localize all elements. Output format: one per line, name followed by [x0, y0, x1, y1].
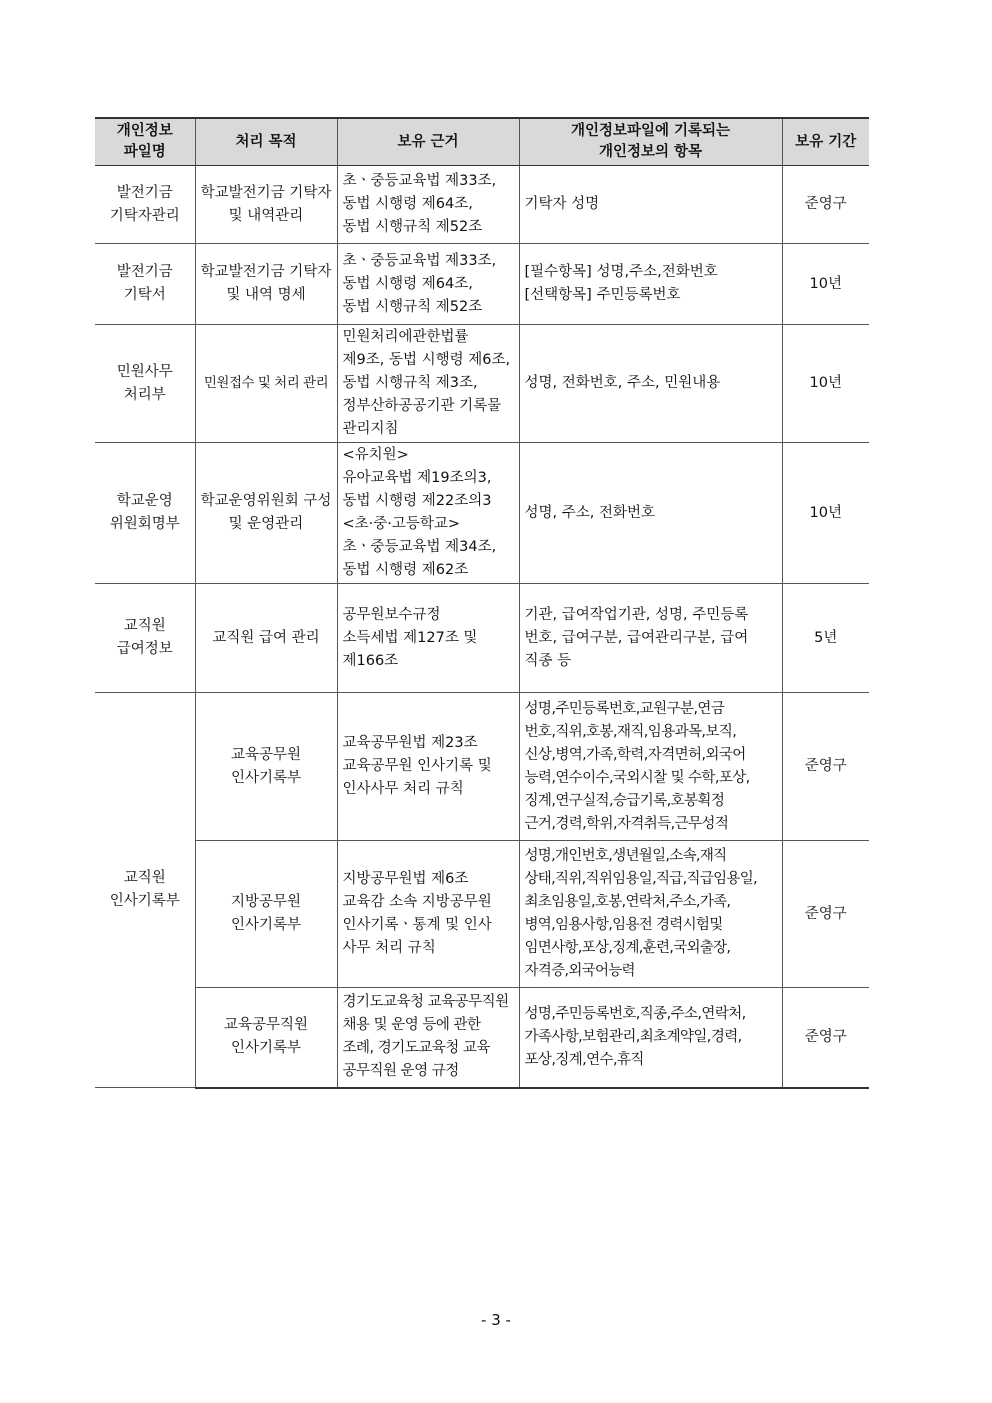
period-cell: 10년	[782, 443, 869, 584]
cell-line: 직종 등	[524, 652, 572, 669]
cell-line: 능력,연수이수,국외시찰 및 수학,포상,	[524, 769, 750, 786]
cell-line: 지방공무원법 제6조	[342, 871, 469, 887]
items-cell	[519, 584, 782, 693]
cell-line: 번호,직위,호봉,재직,임용과목,보직,	[524, 723, 737, 740]
table-row	[95, 244, 869, 325]
cell-line: 처리부	[123, 386, 166, 403]
cell-line: 최초임용일,호봉,연락처,주소,가족,	[524, 894, 731, 910]
cell-line: 제9조, 동법 시행령 제6조,	[342, 352, 511, 368]
period-cell: 준영구	[782, 166, 869, 244]
purpose-cell	[195, 244, 337, 325]
header-line: 보유 근거	[397, 133, 459, 150]
cell-line: <유치원>	[342, 447, 409, 463]
cell-line: 자격증,외국어능력	[524, 963, 635, 979]
cell-line: 및 내역 명세	[226, 287, 306, 303]
basis-cell	[337, 325, 519, 443]
header-line: 개인정보파일에 기록되는	[570, 123, 731, 139]
cell-line: 관리지침	[342, 421, 399, 437]
cell-line: 민원접수 및 처리 관리	[203, 375, 329, 391]
cell-line: 인사기록ㆍ통계 및 인사	[342, 917, 492, 933]
cell-line: 초ㆍ중등교육법 제33조,	[342, 173, 497, 189]
table-header	[95, 118, 869, 166]
period-cell: 10년	[782, 244, 869, 325]
cell-line: 번호, 급여구분, 급여관리구분, 급여	[524, 629, 749, 646]
cell-line: 정부산하공공기관 기록물	[342, 398, 502, 414]
basis-cell	[337, 841, 519, 988]
cell-line: 채용 및 운영 등에 관한	[342, 1017, 481, 1034]
cell-line: 인사기록부	[230, 1040, 302, 1057]
cell-line: 동법 시행규칙 제52조	[342, 219, 483, 235]
header-purpose	[195, 118, 337, 166]
cell-line: 유아교육법 제19조의3,	[342, 470, 492, 486]
header-line: 파일명	[123, 144, 166, 160]
basis-cell	[337, 584, 519, 693]
purpose-cell	[195, 841, 337, 988]
cell-line: 발전기금	[116, 184, 173, 201]
cell-line: 조례, 경기도교육청 교육	[342, 1040, 490, 1057]
cell-line: 동법 시행령 제64조,	[342, 275, 473, 292]
cell-line: 신상,병역,가족,학력,자격면허,외국어	[524, 746, 746, 763]
basis-cell	[337, 988, 519, 1088]
table-row	[95, 584, 869, 693]
cell-line: 학교발전기금 기탁자	[200, 184, 332, 201]
file-name-cell	[95, 443, 195, 584]
cell-line: 교육공무원 인사기록 및	[342, 758, 492, 774]
basis-cell	[337, 443, 519, 584]
items-cell	[519, 325, 782, 443]
items-cell	[519, 166, 782, 244]
cell-line: 성명, 주소, 전화번호	[524, 504, 655, 521]
cell-line: [선택항목] 주민등록번호	[524, 287, 681, 303]
cell-line: 발전기금	[116, 264, 173, 280]
cell-line: 민원처리에관한법률	[342, 329, 469, 345]
table-body	[95, 166, 869, 1088]
cell-line: 공무원보수규정	[342, 606, 441, 623]
cell-line: 교직원	[123, 870, 166, 886]
header-line: 개인정보	[116, 123, 173, 139]
cell-line: 교육감 소속 지방공무원	[342, 894, 492, 910]
cell-line: 초ㆍ중등교육법 제33조,	[342, 252, 497, 269]
cell-line: 성명,개인번호,생년월일,소속,재직	[524, 848, 727, 864]
period-cell: 10년	[782, 325, 869, 443]
header-file-name	[95, 118, 195, 166]
cell-line: 교직원 급여 관리	[212, 629, 320, 646]
cell-line: 가족사항,보험관리,최초계약일,경력,	[524, 1028, 742, 1045]
header-row	[95, 118, 869, 166]
table-row	[95, 166, 869, 244]
file-name-cell	[95, 244, 195, 325]
cell-line: 초ㆍ중등교육법 제34조,	[342, 539, 497, 555]
cell-line: <초·중·고등학교>	[342, 516, 461, 532]
header-line: 처리 목적	[235, 133, 297, 150]
cell-line: 교육공무원	[230, 746, 302, 763]
file-name-cell	[95, 166, 195, 244]
cell-line: 및 운영관리	[228, 516, 304, 532]
purpose-cell	[195, 443, 337, 584]
cell-line: 제166조	[342, 652, 399, 669]
cell-line: 임면사항,포상,징계,훈련,국외출장,	[524, 940, 731, 956]
cell-line: 및 내역관리	[228, 207, 304, 224]
cell-line: 기탁자관리	[109, 207, 180, 224]
file-name-cell	[95, 693, 195, 1088]
period-cell: 준영구	[782, 988, 869, 1088]
cell-line: 인사사무 처리 규칙	[342, 781, 464, 797]
header-line: 보유 기간	[795, 133, 857, 150]
cell-line: 학교운영	[116, 493, 173, 509]
cell-line: 학교발전기금 기탁자	[200, 264, 332, 280]
purpose-cell	[195, 325, 337, 443]
file-name-cell	[95, 584, 195, 693]
purpose-cell	[195, 693, 337, 841]
cell-line: 동법 시행령 제62조	[342, 562, 469, 578]
page-number: - 3 -	[481, 1311, 511, 1329]
items-cell	[519, 988, 782, 1088]
table-row	[95, 841, 869, 988]
cell-line: 병역,임용사항,임용전 경력시험및	[524, 917, 723, 933]
cell-line: 포상,징계,연수,휴직	[524, 1051, 644, 1068]
cell-line: 위원회명부	[109, 516, 180, 532]
cell-line: 징계,연구실적,승급기록,호봉획정	[524, 792, 725, 809]
purpose-cell	[195, 166, 337, 244]
basis-cell	[337, 166, 519, 244]
file-name-cell	[95, 325, 195, 443]
cell-line: 기탁자 성명	[524, 196, 600, 212]
header-period	[782, 118, 869, 166]
cell-line: 기관, 급여작업기관, 성명, 주민등록	[524, 606, 749, 623]
cell-line: 상태,직위,직위임용일,직급,직급임용일,	[524, 871, 757, 887]
cell-line: [필수항목] 성명,주소,전화번호	[524, 264, 718, 280]
table-row	[95, 988, 869, 1088]
purpose-cell	[195, 988, 337, 1088]
cell-line: 성명, 전화번호, 주소, 민원내용	[524, 375, 721, 391]
cell-line: 공무직원 운영 규정	[342, 1063, 459, 1080]
cell-line: 동법 시행령 제64조,	[342, 196, 473, 212]
items-cell	[519, 443, 782, 584]
period-cell: 준영구	[782, 841, 869, 988]
cell-line: 경기도교육청 교육공무직원	[342, 994, 509, 1011]
cell-line: 급여정보	[116, 641, 173, 657]
period-cell: 5년	[782, 584, 869, 693]
basis-cell	[337, 693, 519, 841]
items-cell	[519, 693, 782, 841]
cell-line: 근거,경력,학위,자격취득,근무성적	[524, 815, 729, 832]
cell-line: 교육공무원법 제23조	[342, 735, 478, 751]
basis-cell	[337, 244, 519, 325]
cell-line: 인사기록부	[230, 917, 302, 933]
cell-line: 학교운영위원회 구성	[200, 493, 332, 509]
period-cell: 준영구	[782, 693, 869, 841]
personal-info-file-table	[95, 117, 869, 1089]
purpose-cell	[195, 584, 337, 693]
cell-line: 기탁서	[123, 287, 166, 303]
cell-line: 사무 처리 규칙	[342, 940, 436, 956]
table-row	[95, 443, 869, 584]
cell-line: 동법 시행규칙 제3조,	[342, 375, 478, 391]
header-line: 개인정보의 항목	[598, 144, 703, 160]
cell-line: 지방공무원	[230, 894, 302, 910]
table-row	[95, 693, 869, 841]
header-basis	[337, 118, 519, 166]
cell-line: 교직원	[123, 618, 166, 634]
items-cell	[519, 841, 782, 988]
items-cell	[519, 244, 782, 325]
cell-line: 교육공무직원	[223, 1017, 309, 1034]
cell-line: 성명,주민등록번호,직종,주소,연락처,	[524, 1005, 746, 1022]
cell-line: 인사기록부	[230, 769, 302, 786]
cell-line: 동법 시행령 제22조의3	[342, 493, 492, 509]
cell-line: 인사기록부	[109, 893, 180, 909]
cell-line: 소득세법 제127조 및	[342, 629, 478, 646]
table-row	[95, 325, 869, 443]
cell-line: 성명,주민등록번호,교원구분,연금	[524, 700, 725, 717]
header-items	[519, 118, 782, 166]
cell-line: 동법 시행규칙 제52조	[342, 298, 483, 315]
cell-line: 민원사무	[116, 363, 173, 380]
